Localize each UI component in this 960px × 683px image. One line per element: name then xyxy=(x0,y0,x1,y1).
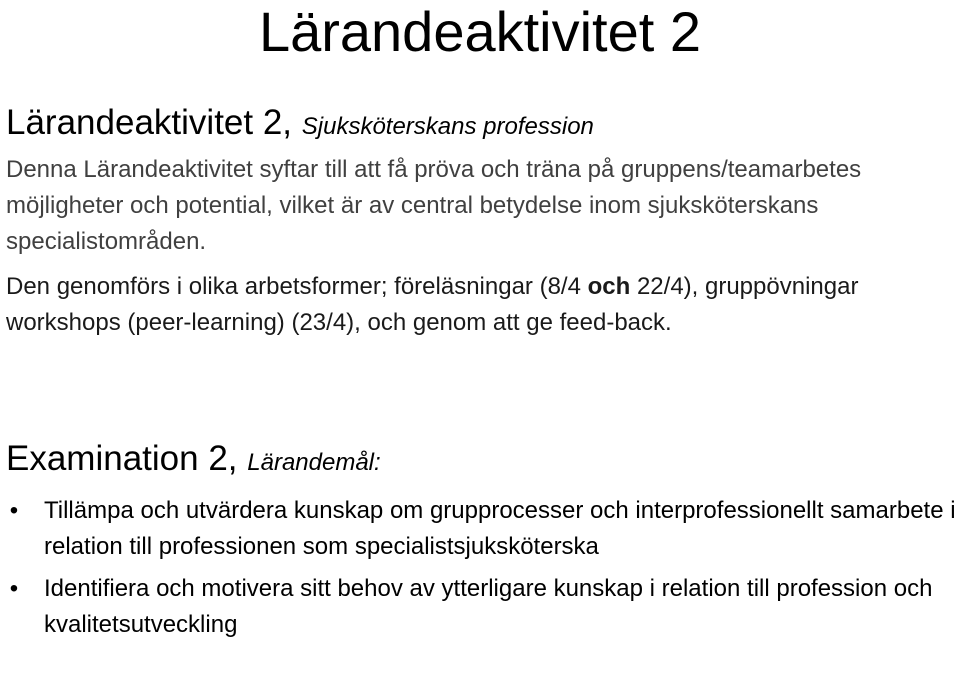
bullet-icon: • xyxy=(9,497,19,524)
purpose-paragraph: Denna Lärandeaktivitet syftar till att få pröva och träna på gruppens/teamarbetes möjligheter och potential, vilket är av central betydelse inom sjuksköterskans specialistområden. xyxy=(6,156,862,255)
section-subheading: Sjuksköterskans profession xyxy=(301,113,594,140)
examination-heading-text: Examination 2, xyxy=(6,439,238,478)
format-text-end: 22/4), gruppövningar workshops (peer-learning) (23/4), och genom att ge feed-back. xyxy=(6,273,859,336)
list-item-text: Identifiera och motivera sitt behov av ytterligare kunskap i relation till profession och kvalitetsutveckling xyxy=(44,575,933,638)
section-heading-examination xyxy=(6,438,381,484)
format-text-start: Den genomförs i olika arbetsformer; föreläsningar (8/4 xyxy=(6,273,588,300)
format-paragraph xyxy=(6,269,956,341)
list-item xyxy=(0,571,960,643)
list-item-text: Tillämpa och utvärdera kunskap om grupprocesser och interprofessionellt samarbete i relation till professionen som specialistsjuksköterska xyxy=(44,497,956,560)
examination-subheading: Lärandemål: xyxy=(247,449,381,476)
format-text-bold: och xyxy=(587,273,631,300)
learning-goals-list xyxy=(0,493,960,649)
list-item xyxy=(0,493,960,565)
section-heading-text: Lärandeaktivitet 2, xyxy=(6,103,293,142)
bullet-icon: • xyxy=(9,575,19,602)
section-heading-learning-activity xyxy=(6,102,594,148)
slide-title: Lärandeaktivitet 2 xyxy=(258,0,702,63)
